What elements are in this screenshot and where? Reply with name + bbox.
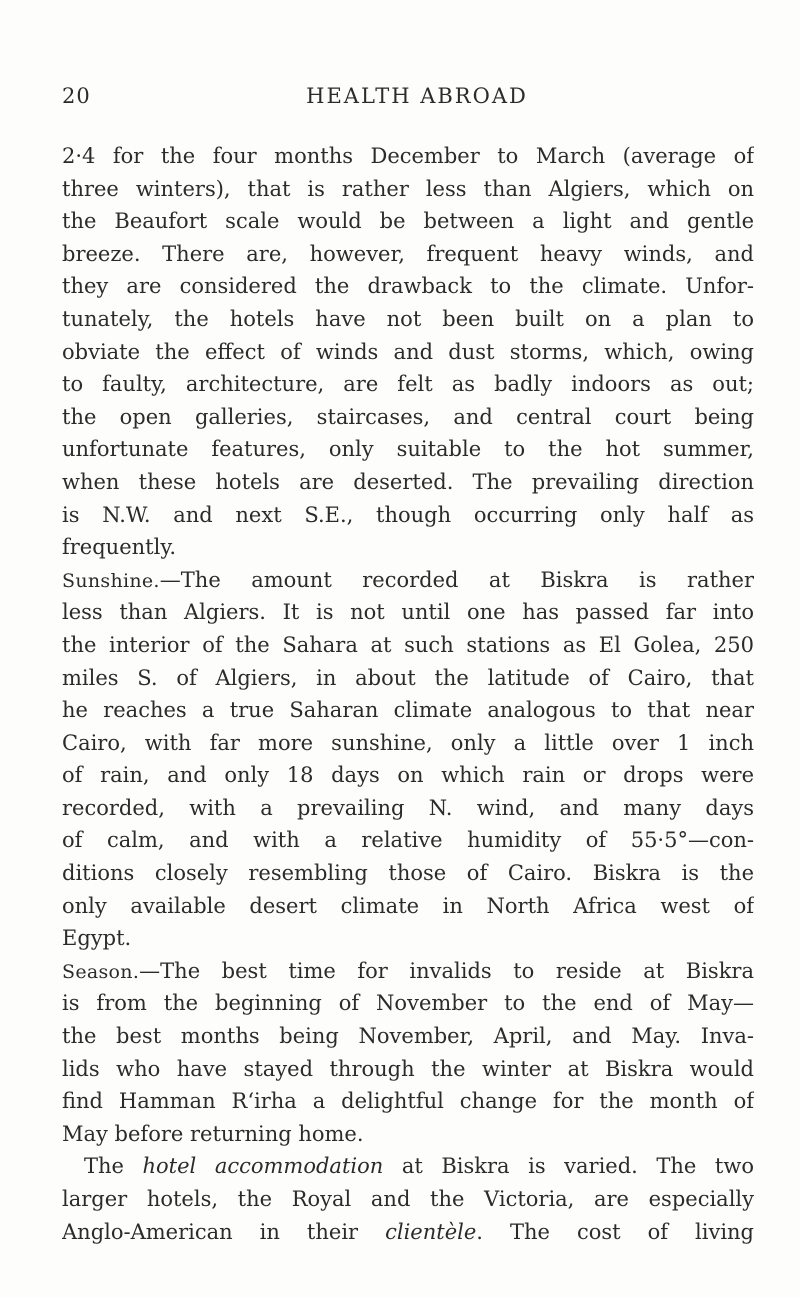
text-line: ditions closely resembling those of Cairo. Biskra is the <box>62 861 754 886</box>
text-line <box>62 1216 754 1249</box>
page-number: 20 <box>62 84 91 108</box>
text-line: lids who have stayed through the winter at Biskra would <box>62 1056 754 1081</box>
section-lead-season: Season. <box>62 960 140 983</box>
text-line: larger hotels, the Royal and the Victoria, are especially <box>62 1187 754 1211</box>
text-line: tunately, the hotels have not been built on a plan to <box>62 306 754 331</box>
text-line <box>62 1150 754 1183</box>
text-line: Egypt. <box>62 926 132 951</box>
text-line: 2·4 for the four months December to March (average of <box>62 144 754 168</box>
italic-phrase: clientèle <box>385 1219 477 1244</box>
text-line: of rain, and only 18 days on which rain or drops were <box>62 763 754 788</box>
section-lead-sunshine: Sunshine. <box>62 569 160 592</box>
text-line: is N.W. and next S.E., though occurring only half as <box>62 502 754 527</box>
text-line: unfortunate features, only suitable to the hot summer, <box>62 437 754 462</box>
text-line: the best months being November, April, and May. Inva- <box>62 1024 754 1049</box>
text-span: The <box>84 1154 143 1179</box>
text-line: May before returning home. <box>62 1121 364 1146</box>
paragraph-hotels <box>62 1150 754 1248</box>
text-span: . The cost of living <box>476 1219 754 1244</box>
text-span: Anglo-American in their <box>62 1219 386 1244</box>
text-span: at Biskra is varied. The two <box>401 1154 754 1179</box>
text-line: of calm, and with a relative humidity of 55·5°—con- <box>62 828 754 853</box>
text-line <box>62 955 754 988</box>
running-head <box>62 84 752 114</box>
text-line: Cairo, with far more sunshine, only a little over 1 inch <box>62 730 754 755</box>
text-line: to faulty, architecture, are felt as badly indoors as out; <box>62 372 754 397</box>
body-text <box>62 140 754 1248</box>
text-line: the Beaufort scale would be between a light and gentle <box>62 209 754 234</box>
italic-phrase: hotel accommodation <box>142 1154 384 1179</box>
text-line: the open galleries, staircases, and central court being <box>62 404 754 429</box>
text-line: three winters), that is rather less than Algiers, which on <box>62 176 754 201</box>
text-line: miles S. of Algiers, in about the latitude of Cairo, that <box>62 665 754 690</box>
text-line: the interior of the Sahara at such stations as El Golea, 250 <box>62 632 754 657</box>
text-line: obviate the effect of winds and dust storms, which, owing <box>62 339 754 364</box>
text-line: they are considered the drawback to the climate. Unfor- <box>62 274 754 299</box>
text-line: he reaches a true Saharan climate analogous to that near <box>62 698 754 723</box>
text-span: —The amount recorded at Biskra is rather <box>159 567 754 592</box>
text-span: —The best time for invalids to reside at Biskra <box>139 958 754 983</box>
text-line: less than Algiers. It is not until one has passed far into <box>62 600 754 625</box>
text-line: frequently. <box>62 535 177 560</box>
text-line <box>62 564 754 597</box>
paragraph-sunshine <box>62 564 754 955</box>
running-title: HEALTH ABROAD <box>306 84 528 108</box>
paragraph-wind <box>62 140 754 564</box>
paragraph-season <box>62 955 754 1151</box>
text-line: find Hamman R‘irha a delightful change for the month of <box>62 1089 754 1114</box>
text-line: when these hotels are deserted. The prevailing direction <box>62 469 754 494</box>
text-line: recorded, with a prevailing N. wind, and many days <box>62 795 754 820</box>
text-line: is from the beginning of November to the end of May— <box>62 991 754 1016</box>
text-line: breeze. There are, however, frequent heavy winds, and <box>62 241 754 266</box>
text-line: only available desert climate in North Africa west of <box>62 893 754 918</box>
